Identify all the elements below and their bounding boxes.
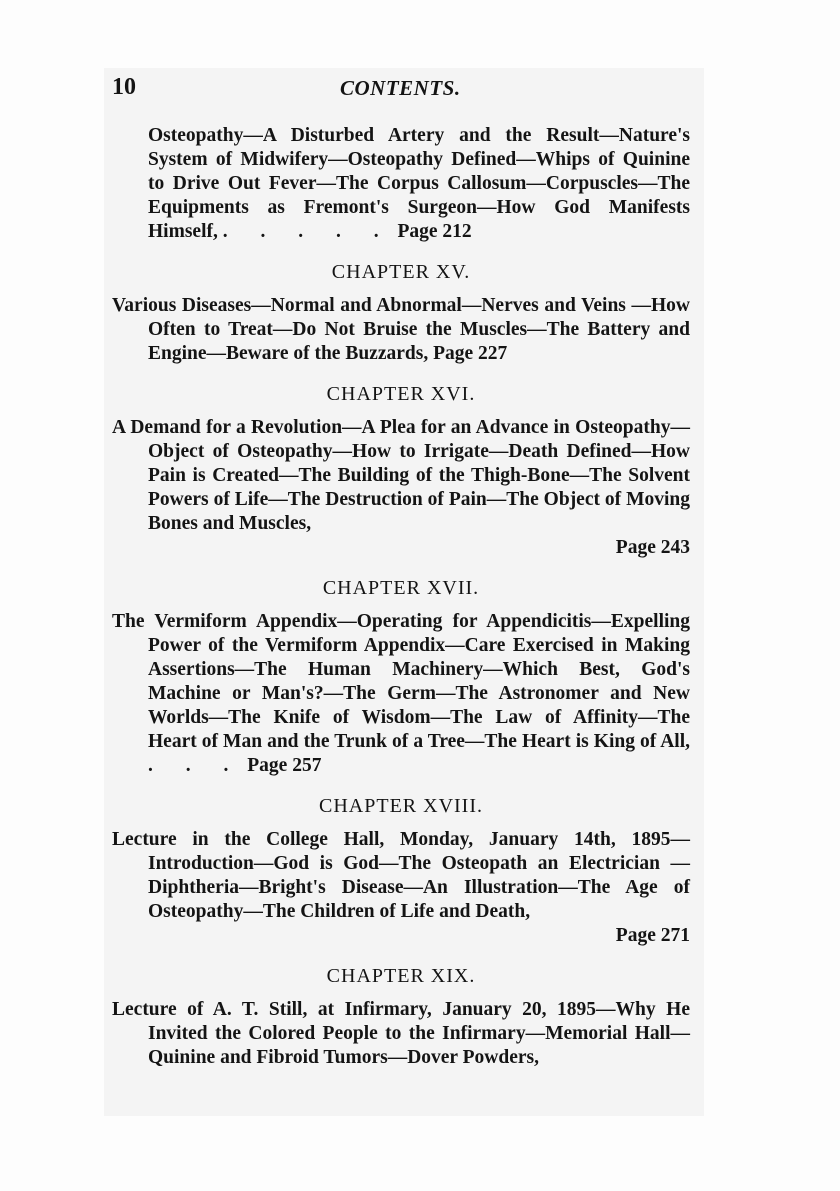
dot-leader: . . . . . (222, 221, 393, 242)
page-reference: Page 257 (247, 755, 322, 776)
chapter-heading-xix: CHAPTER XIX. (326, 965, 476, 987)
chapter-heading-xvi: CHAPTER XVI. (326, 383, 476, 405)
chapter-entry-xv (112, 294, 690, 366)
entry-text: A Demand for a Revolution—A Plea for an Advance in Osteopathy—Object of Osteopathy—How to Irrigate—Death Defined—How Pain is Created—The Building of the Thigh-Bone—The Solvent Powers of Life—The Destruction of Pain—The Object of Moving Bones and Muscles, (112, 417, 690, 534)
page-reference: Page 212 (397, 221, 472, 242)
intro-entry (112, 124, 690, 244)
chapter-entry-xvii (112, 610, 690, 778)
entry-text: Lecture of A. T. Still, at Infirmary, January 20, 1895—Why He Invited the Colored People to the Infirmary—Memorial Hall—Quinine and Fibroid Tumors—Dover Powders, (112, 999, 690, 1068)
chapter-heading-xv: CHAPTER XV. (331, 261, 471, 283)
chapter-entry-xix (112, 998, 690, 1070)
entry-text: Lecture in the College Hall, Monday, January 14th, 1895—Introduction—God is God—The Osteopath an Electrician —Diphtheria—Bright's Disease—An Illustration—The Age of Osteopathy—The Children of Life and Death, (112, 829, 690, 922)
page-header (112, 74, 688, 106)
dot-leader: . . . (148, 755, 243, 776)
running-head: CONTENTS. (340, 76, 461, 100)
chapter-entry-xvi (112, 416, 690, 536)
page-number: 10 (112, 74, 136, 100)
page-reference: Page 271 (615, 925, 690, 946)
page-reference: Page 243 (615, 537, 690, 558)
contents-body (112, 124, 690, 1070)
chapter-entry-xviii (112, 828, 690, 924)
entry-text: Various Diseases—Normal and Abnormal—Nerves and Veins —How Often to Treat—Do Not Bruise the Muscles—The Battery and Engine—Beware of the Buzzards, (112, 295, 690, 364)
page-reference: Page 227 (433, 343, 508, 364)
chapter-heading-xvii: CHAPTER XVII. (322, 577, 480, 599)
entry-text: Osteopathy—A Disturbed Artery and the Result—Nature's System of Midwifery—Osteopathy Defined—Whips of Quinine to Drive Out Fever—The Corpus Callosum—Corpuscles—The Equipments as Fremont's Surgeon—How God Manifests Himself, (148, 125, 690, 242)
entry-text: The Vermiform Appendix—Operating for Appendicitis—Expelling Power of the Vermiform Appendix—Care Exercised in Making Assertions—The Human Machinery—Which Best, God's Machine or Man's?—The Germ—The Astronomer and New Worlds—The Knife of Wisdom—The Law of Affinity—The Heart of Man and the Trunk of a Tree—The Heart is King of All, (112, 611, 690, 752)
chapter-heading-xviii: CHAPTER XVIII. (319, 795, 483, 817)
